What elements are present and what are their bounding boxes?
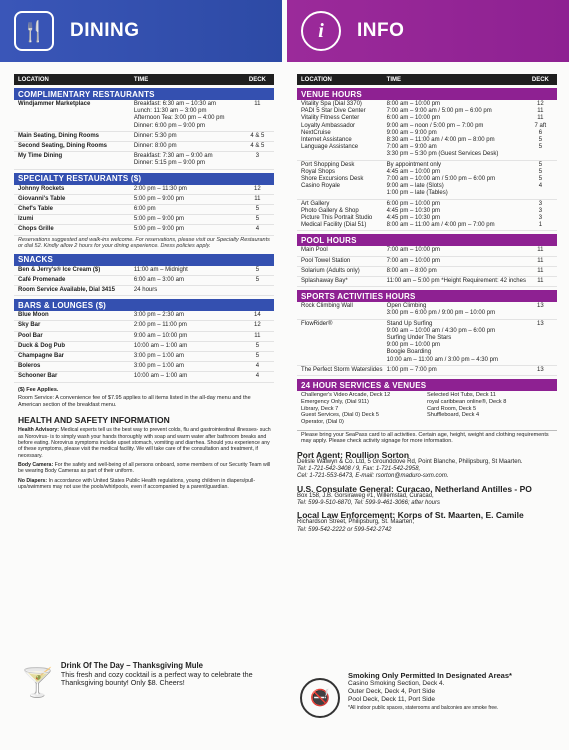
smoking-info <box>300 672 562 718</box>
row-time: 3:00 pm – 1:00 am <box>133 353 184 360</box>
row-time: 7:00 am – 10:00 pm <box>386 247 441 254</box>
section-specialty: SPECIALTY RESTAURANTS ($) <box>14 173 274 185</box>
row-time: 24 hours <box>133 287 158 294</box>
row-time: 3:00 pm – 1:00 am <box>133 363 184 370</box>
row-time: By appointment only 4:45 am – 10:00 pm 7:00 am – 10:00 am / 5:00 pm – 6:00 pm 9:00 am – late (Slots) 1:00 pm – late (Tables) <box>386 161 496 197</box>
row-time: 7:00 am – 10:00 pm <box>386 257 441 264</box>
table-row <box>297 257 557 267</box>
table-row <box>14 152 274 169</box>
row-deck: 4 & 5 <box>250 132 265 139</box>
row-time: Breakfast: 6:30 am – 10:30 am Lunch: 11:30 am – 3:00 pm Afternoon Tea: 3:00 pm – 4:00 pm Dinner: 6:00 pm – 9:00 pm <box>133 101 225 129</box>
drink-text: This fresh and cozy cocktail is a perfect way to celebrate the Thanksgiving bounty! Only $8. Cheers! <box>60 669 253 688</box>
row-deck: 11 <box>254 101 261 107</box>
info-banner <box>287 0 569 62</box>
table-row <box>297 277 557 287</box>
row-deck: 5 <box>255 266 260 273</box>
row-location: Port Shopping Desk Royal Shops Shore Excursions Desk Casino Royale <box>301 161 364 190</box>
row-deck: 5 <box>255 342 260 349</box>
table-row <box>14 132 274 142</box>
row-deck: 12 11 11 7 aft 6 5 5 <box>534 101 547 151</box>
fee-applies: ($) Fee Applies. <box>18 386 59 393</box>
table-row <box>297 302 557 319</box>
service-item: royal caribbean online®, Deck 8 <box>427 398 507 405</box>
service-item: Card Room, Deck 5 <box>427 405 477 412</box>
row-time: 2:00 pm – 11:30 pm <box>133 185 187 192</box>
row-location: FlowRider® <box>301 320 333 327</box>
fork-knife-icon: 🍴 <box>14 11 54 51</box>
row-location: Pool Towel Station <box>301 257 351 264</box>
room-service-fee: Room Service: A convenience fee of $7.95 applies to all items listed in the all-day menu and the American section of the breakfast menu. <box>18 395 251 408</box>
row-location: Boleros <box>18 363 41 370</box>
row-time: 3:00 pm – 2:30 am <box>133 312 184 319</box>
row-location: Splashaway Bay* <box>301 278 348 285</box>
section-complimentary: COMPLIMENTARY RESTAURANTS <box>14 88 274 100</box>
row-time: 2:00 pm – 11:00 pm <box>133 322 187 329</box>
service-item: Selected Hot Tubs, Deck 11 <box>427 392 496 399</box>
row-location: The Perfect Storm Waterslides <box>301 366 383 373</box>
section-snacks: SNACKS <box>14 254 274 266</box>
table-row <box>14 185 274 195</box>
row-location: Art Gallery Photo Gallery & Shop Picture This Portrait Studio Medical Facility (Dial 51) <box>301 200 373 229</box>
row-time: 5:00 pm – 9:00 pm <box>133 216 184 223</box>
dining-column <box>0 0 282 493</box>
table-row <box>14 225 274 235</box>
row-location: Ben & Jerry's® Ice Cream ($) <box>18 266 101 273</box>
service-item: Challenger's Video Arcade, Deck 12 <box>301 392 391 399</box>
section-bars: BARS & LOUNGES ($) <box>14 299 274 311</box>
row-deck: 13 <box>537 303 544 310</box>
table-row <box>14 195 274 205</box>
port-info <box>297 449 555 534</box>
row-deck: 11 <box>537 257 544 264</box>
consulate-tel: Tel: 599-9-510-6870, Tel: 599-9-461-3066; after hours <box>297 500 440 507</box>
service-item: Shuffleboard, Deck 4 <box>427 412 480 419</box>
smoking-title: Smoking Only Permitted In Designated Areas* <box>348 671 512 680</box>
row-time: 9:00 am – 10:00 pm <box>133 332 188 339</box>
row-location: Schooner Bar <box>18 373 58 380</box>
row-location: Johnny Rockets <box>18 185 65 192</box>
table-row <box>14 142 274 152</box>
services-grid <box>297 391 557 427</box>
row-deck: 13 <box>537 366 544 373</box>
row-time: 11:00 am – 5:00 pm *Height Requirement: 42 inches <box>386 278 526 285</box>
table-row <box>297 100 557 161</box>
table-row <box>14 362 274 372</box>
smoking-note: *All indoor public spaces, staterooms and balconies are smoke free. <box>348 705 499 711</box>
table-row <box>297 161 557 200</box>
row-location: Duck & Dog Pub <box>18 342 66 349</box>
row-time: Open Climbing 3:00 pm – 6:00 pm / 9:00 pm – 10:00 pm <box>386 303 496 317</box>
row-deck: 11 <box>254 195 261 202</box>
table-row <box>14 276 274 286</box>
table-row <box>14 100 274 132</box>
service-item: Library, Deck 7 <box>301 405 339 412</box>
row-deck: 5 <box>255 353 260 360</box>
row-location: Second Seating, Dining Rooms <box>18 143 108 150</box>
row-deck: 5 <box>255 276 260 283</box>
row-location: Sky Bar <box>18 322 41 329</box>
table-row <box>14 372 274 382</box>
row-location: Vitality Spa (Dial 3370) PADI 5 Star Dive Center Vitality Fitness Center Loyalty Ambassador NextCruise Internet Assistance Language Assistance <box>301 101 366 151</box>
row-location: Main Pool <box>301 247 328 254</box>
table-row <box>14 342 274 352</box>
row-time: 6:00 pm <box>133 206 156 213</box>
table-row <box>14 266 274 276</box>
port-agent-tel: Tel: 1-721-542-3408 / 9, Fax: 1-721-542-2958, <box>297 466 421 473</box>
port-agent-address: Delisle Walwyn & Co. Ltd, 5 Grounddove Rd, Point Blanche, Philipsburg, St Maarten. <box>297 459 523 465</box>
row-location: Giovanni's Table <box>18 195 66 202</box>
port-agent-cel: Cel: 1-721-553-6473, E-mail: rsorton@maduro-sxm.com. <box>297 473 449 480</box>
row-time: 10:00 am – 1:00 am <box>133 342 188 349</box>
body-camera: Body Camera: For the safety and well-being of all persons onboard, some members of our Security Team will be wearing Body Cameras as part of their uniform. <box>18 461 271 475</box>
row-deck: 4 <box>255 226 260 233</box>
row-deck: 11 <box>537 247 544 254</box>
row-time: 11:00 am – Midnight <box>133 266 188 273</box>
consulate-title: U.S. Consulate General: Curacao, Netherland Antilles - PO <box>297 483 532 494</box>
row-location: Champagne Bar <box>18 353 65 360</box>
row-location: Rock Climbing Wall <box>301 303 353 310</box>
table-row <box>297 267 557 277</box>
row-deck: 13 <box>537 320 544 327</box>
row-deck: 5 <box>255 216 260 223</box>
info-icon: i <box>301 11 341 51</box>
row-time: 1:00 pm – 7:00 pm <box>386 366 437 373</box>
row-location: My Time Dining <box>18 153 63 160</box>
table-row <box>14 286 274 296</box>
row-deck: 3 3 3 1 <box>538 200 543 229</box>
row-time: Stand Up Surfing 9:00 am – 10:00 am / 4:30 pm – 6:00 pm Surfing Under The Stars 9:00 pm – 10:00 pm Boogie Boarding 10:00 am – 11:00 am / 3:00 pm – 4:30 pm <box>386 320 498 363</box>
table-row <box>297 320 557 366</box>
row-deck: 11 <box>537 278 544 285</box>
drink-of-day <box>20 662 275 702</box>
dining-table-header: LOCATION TIME DECK <box>14 74 274 85</box>
table-row <box>14 352 274 362</box>
table-row <box>14 205 274 215</box>
info-title: INFO <box>357 20 405 41</box>
row-deck: 12 <box>254 322 261 329</box>
row-location: Chops Grille <box>18 226 54 233</box>
section-sports: SPORTS ACTIVITIES HOURS <box>297 290 557 302</box>
row-deck: 5 <box>255 206 260 213</box>
table-row <box>297 366 557 376</box>
row-deck: 4 <box>255 363 260 370</box>
row-location: Café Promenade <box>18 276 66 283</box>
drink-title: Drink Of The Day – Thanksgiving Mule <box>60 661 203 670</box>
row-deck: 4 <box>255 373 260 380</box>
row-deck: 11 <box>537 267 544 274</box>
service-item: Guest Services, (Dial 0) Deck 5 <box>301 412 380 419</box>
row-deck: 12 <box>254 185 261 192</box>
dining-title: DINING <box>70 20 140 41</box>
row-deck: 11 <box>254 332 261 339</box>
no-diapers: No Diapers: In accordance with United States Public Health regulations, young children in diapers/pull-ups/swimmers may not use the pools/whirlpools, even if accompanied by a parent/guardian. <box>18 477 256 490</box>
dining-table <box>14 74 274 409</box>
row-time: Breakfast: 7:30 am – 9:00 am Dinner: 5:15 pm – 9:00 pm <box>133 153 213 167</box>
police-address: Richardson Street, Philipsburg, St. Maarten, <box>297 519 415 526</box>
row-time: 8:00 am – 10:00 pm 7:00 am – 9:00 am / 5:00 pm – 6:00 pm 6:00 am – 10:00 pm 9:00 am – noon / 5:00 pm – 7:00 pm 9:00 am – 9:00 pm 8:30 am – 11:00 am / 4:00 pm – 8:00 pm 7:00 am – 9:00 am 3:30 pm – 5:30 pm (Guest Services Desk) <box>386 101 499 158</box>
row-deck <box>245 287 270 294</box>
cocktail-glass-icon: 🍸 <box>20 666 55 698</box>
section-pool: POOL HOURS <box>297 234 557 246</box>
row-deck: 14 <box>254 312 261 319</box>
table-row <box>14 311 274 321</box>
info-table-header: LOCATION TIME DECK <box>297 74 557 85</box>
row-time: 6:00 pm – 10:00 pm 4:45 pm – 10:30 pm 4:45 pm – 10:30 pm 8:00 am – 11:00 am / 4:00 pm – 7:00 pm <box>386 200 495 229</box>
row-time: Dinner: 5:30 pm <box>133 132 177 139</box>
seapass-note: Please bring your SeaPass card to all activities. Certain age, height, weight and clothing requirements may apply. Please check activity signage for more information. <box>297 430 557 446</box>
row-deck: 5 5 5 4 <box>538 161 543 190</box>
row-time: 10:00 am – 1:00 am <box>133 373 188 380</box>
table-row <box>14 332 274 342</box>
police-tel: Tel: 599-542-2222 or 599-542-2742 <box>297 526 392 533</box>
info-column <box>287 0 569 534</box>
row-time: 6:00 am – 3:00 am <box>133 276 184 283</box>
consulate-address: Box 158, J.B. Gorsiraweg #1, Willemstad, Curacao, <box>297 492 434 499</box>
smoking-line: Casino Smoking Section, Deck 4. <box>348 680 445 687</box>
row-time: Dinner: 8:00 pm <box>133 143 177 150</box>
smoking-line: Pool Deck, Deck 11, Port Side <box>348 696 435 703</box>
service-item: Operator, (Dial 0) <box>301 418 344 425</box>
row-location: Pool Bar <box>18 332 43 339</box>
row-deck: 3 <box>255 153 260 160</box>
section-services: 24 HOUR SERVICES & VENUES <box>297 379 557 391</box>
table-row <box>14 215 274 225</box>
police-title: Local Law Enforcement: Korps of St. Maarten, E. Camile <box>297 510 524 521</box>
table-row <box>297 246 557 256</box>
smoking-line: Outer Deck, Deck 4, Port Side <box>348 688 436 695</box>
row-location: Blue Moon <box>18 312 49 319</box>
dining-banner <box>0 0 282 62</box>
health-advisory: Health Advisory: Medical experts tell us the best way to prevent colds, flu and gastrointestinal illnesses- such as Norovirus- is to simply wash your hands thoroughly with soap and warm water after bathroom breaks and before eating. Norovirus symptoms include upset stomach, vomiting and diarrhea. Should you experience any of these symptoms, please visit the medical facility. We will take care of the consultation and treatment, if necessary. <box>18 427 271 459</box>
row-time: 8:00 am – 8:00 pm <box>386 267 437 274</box>
row-location: Solarium (Adults only) <box>301 267 360 274</box>
specialty-note: Reservations suggested and walk-ins welcome. For reservations, please visit our Specialty Restaurants or dial 52. Kindly allow 2 hours for your dining experience. Dress policies apply. <box>18 236 270 250</box>
health-title: HEALTH AND SAFETY INFORMATION <box>18 415 170 426</box>
row-time: 5:00 pm – 9:00 pm <box>133 195 184 202</box>
row-location: Izumi <box>18 216 34 223</box>
row-location: Main Seating, Dining Rooms <box>18 132 100 139</box>
row-location: Chef's Table <box>18 206 53 213</box>
service-item: Emergency Only, (Dial 911) <box>301 398 369 405</box>
no-smoking-icon: 🚭 <box>300 678 340 718</box>
table-row <box>14 321 274 331</box>
info-table <box>297 74 557 446</box>
row-deck: 4 & 5 <box>250 143 265 150</box>
table-row <box>297 200 557 232</box>
port-agent-title: Port Agent: Roullion Sorton <box>297 449 410 460</box>
row-location: Room Service Available, Dial 3415 <box>18 287 115 294</box>
row-location: Windjammer Marketplace <box>18 101 91 107</box>
section-venue: VENUE HOURS <box>297 88 557 100</box>
row-time: 5:00 pm – 9:00 pm <box>133 226 184 233</box>
